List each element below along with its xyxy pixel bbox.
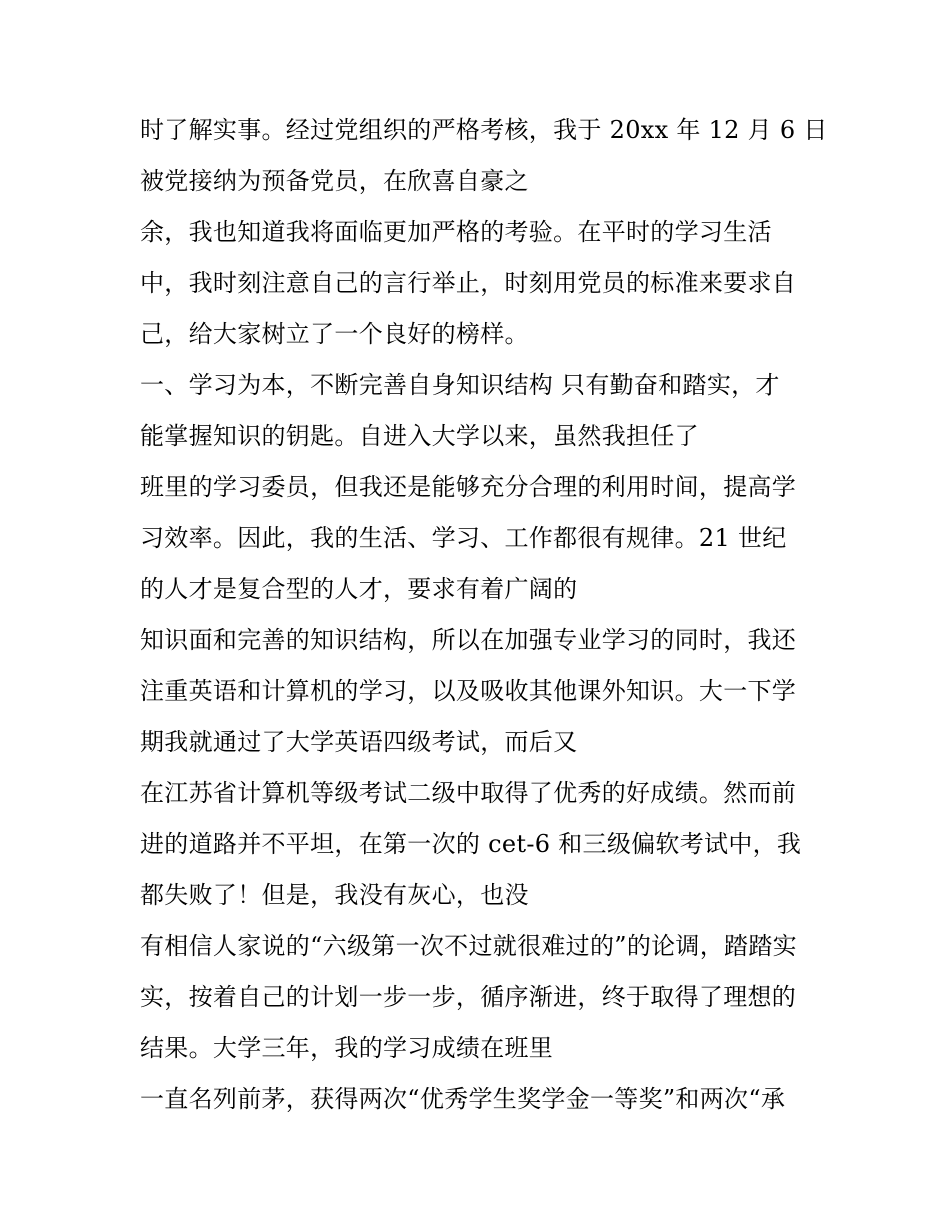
text-line: 习效率。因此，我的生活、学习、工作都很有规律。21 世纪: [140, 524, 787, 552]
text-line: 余，我也知道我将面临更加严格的考验。在平时的学习生活: [140, 218, 772, 246]
text-line: 中，我时刻注意自己的言行举止，时刻用党员的标准来要求自: [140, 269, 797, 297]
text-line: 进的道路并不平坦，在第一次的 cet-6 和三级偏软考试中，我: [140, 830, 802, 858]
text-line: 结果。大学三年，我的学习成绩在班里: [140, 1034, 554, 1062]
text-line: 班里的学习委员，但我还是能够充分合理的利用时间，提高学: [140, 473, 797, 501]
text-line: 在江苏省计算机等级考试二级中取得了优秀的好成绩。然而前: [140, 779, 797, 807]
text-line: 一直名列前茅，获得两次“优秀学生奖学金一等奖”和两次“承: [140, 1085, 786, 1113]
text-line: 有相信人家说的“六级第一次不过就很难过的”的论调，踏踏实: [140, 932, 797, 960]
text-line: 注重英语和计算机的学习，以及吸收其他课外知识。大一下学: [140, 677, 797, 705]
text-line: 的人才是复合型的人才，要求有着广阔的: [140, 575, 578, 603]
text-line: 被党接纳为预备党员，在欣喜自豪之: [140, 167, 529, 195]
text-line: 能掌握知识的钥匙。自进入大学以来，虽然我担任了: [140, 422, 699, 450]
text-line: 一、学习为本，不断完善自身知识结构 只有勤奋和踏实，才: [140, 371, 780, 399]
text-line: 实，按着自己的计划一步一步，循序渐进，终于取得了理想的: [140, 983, 797, 1011]
text-line: 时了解实事。经过党组织的严格考核，我于 20xx 年 12 月 6 日: [140, 116, 828, 144]
body-text: [140, 108, 830, 1128]
text-line: 都失败了！但是，我没有灰心，也没: [140, 881, 529, 909]
text-line: 己，给大家树立了一个良好的榜样。: [140, 320, 529, 348]
text-line: 知识面和完善的知识结构，所以在加强专业学习的同时，我还: [140, 626, 797, 654]
text-line: 期我就通过了大学英语四级考试，而后又: [140, 728, 578, 756]
